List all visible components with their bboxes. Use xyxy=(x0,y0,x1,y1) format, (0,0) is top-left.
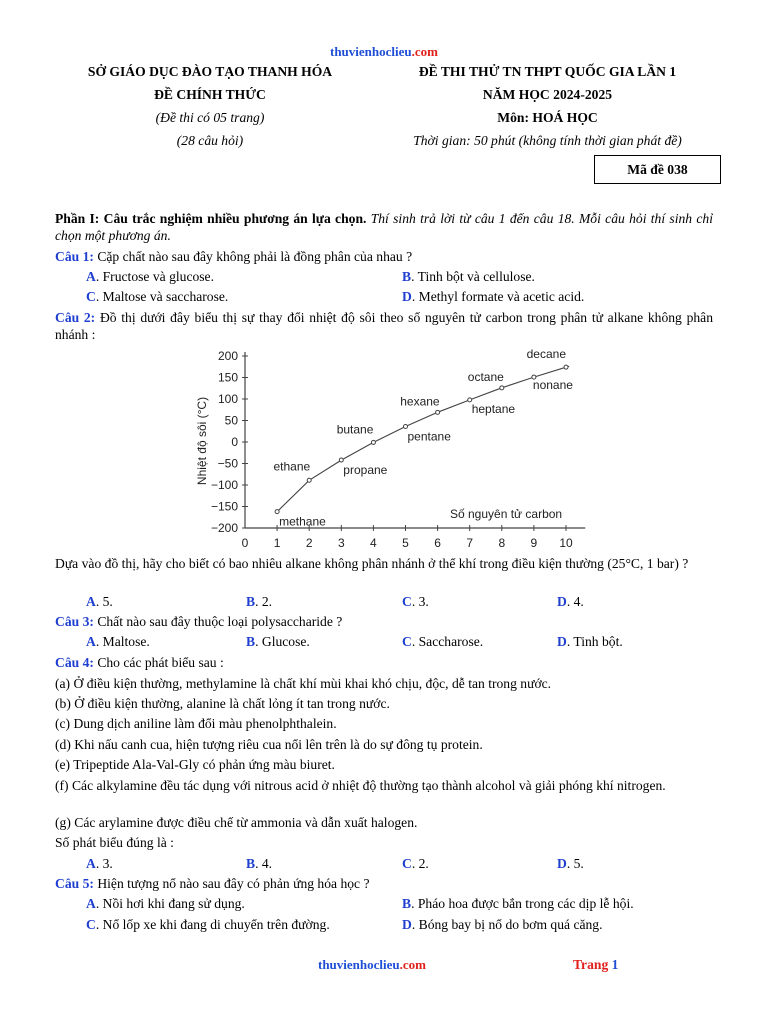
q1-option-c[interactable]: C. Maltose và saccharose. xyxy=(86,289,229,304)
statement-a: (a) Ở điều kiện thường, methylamine là chất khí mùi khai khó chịu, độc, dễ tan trong nước. xyxy=(55,676,552,691)
question-text: Hiện tượng nổ nào sau đây có phản ứng hóa học ? xyxy=(97,876,370,891)
x-axis-label: Số nguyên tử carbon xyxy=(450,507,563,521)
q3-option-d[interactable]: D. Tinh bột. xyxy=(557,634,623,649)
q4-option-c[interactable]: C. 2. xyxy=(402,856,429,871)
question-number: Câu 5: xyxy=(55,876,94,891)
page-count: (Đề thi có 05 trang) xyxy=(155,110,265,125)
q2-option-b[interactable]: B. 2. xyxy=(246,594,273,609)
data-point xyxy=(275,510,279,514)
x-tick-label: 10 xyxy=(559,536,573,550)
q1-option-a[interactable]: A. Fructose và glucose. xyxy=(86,269,214,284)
q4-option-d[interactable]: D. 5. xyxy=(557,856,584,871)
boiling-point-chart xyxy=(190,343,590,553)
question-text: Chất nào sau đây thuộc loại polysaccharide ? xyxy=(97,614,343,629)
x-tick-label: 8 xyxy=(498,536,506,550)
q5-option-d[interactable]: D. Bóng bay bị nổ do bơm quá căng. xyxy=(402,917,603,932)
data-point xyxy=(404,425,408,429)
data-point xyxy=(371,440,375,444)
q3-option-b[interactable]: B. Glucose. xyxy=(246,634,310,649)
data-point xyxy=(339,458,343,462)
q5-option-c[interactable]: C. Nổ lốp xe khi đang di chuyển trên đường. xyxy=(86,917,330,932)
question-number: Câu 3: xyxy=(55,614,94,629)
statement-c: (c) Dung dịch aniline làm đổi màu phenolphthalein. xyxy=(55,716,337,731)
point-label: hexane xyxy=(400,394,440,409)
part1-heading xyxy=(55,210,713,244)
q1-option-d[interactable]: D. Methyl formate và acetic acid. xyxy=(402,289,585,304)
question-text: Cho các phát biểu sau : xyxy=(97,655,224,670)
question-2 xyxy=(55,309,713,343)
data-point xyxy=(564,365,568,369)
page-label: Trang xyxy=(573,957,609,972)
x-tick-label: 9 xyxy=(530,536,538,550)
site-domain: .com xyxy=(399,957,426,972)
question-4 xyxy=(55,654,713,671)
y-tick-label: 50 xyxy=(224,413,238,428)
x-tick-label: 6 xyxy=(434,536,441,550)
q3-option-a[interactable]: A. Maltose. xyxy=(86,634,150,649)
part1-instructions: Thí sinh trả lời từ câu 1 đến câu 18. Mỗi câu hỏi thí sinh chỉ chọn một phương án. xyxy=(55,211,713,243)
official-label: ĐỀ CHÍNH THỨC xyxy=(154,87,266,102)
statement-e: (e) Tripeptide Ala-Val-Gly có phản ứng màu biuret. xyxy=(55,757,335,772)
point-label: heptane xyxy=(471,401,516,416)
site-name: thuvienhoclieu xyxy=(318,957,400,972)
y-tick-label: −200 xyxy=(210,521,238,535)
q5-option-a[interactable]: A. Nồi hơi khi đang sử dụng. xyxy=(86,896,245,911)
statement-f: (f) Các alkylamine đều tác dụng với nitrous acid ở nhiệt độ thường tạo thành alcohol và giải phóng khí nitrogen. xyxy=(55,778,666,793)
data-point xyxy=(307,478,311,482)
q3-option-c[interactable]: C. Saccharose. xyxy=(402,634,484,649)
y-tick-label: 0 xyxy=(231,435,238,449)
y-axis-label: Nhiệt độ sôi (°C) xyxy=(195,396,209,486)
question-1 xyxy=(55,248,713,265)
exam-duration: Thời gian: 50 phút (không tính thời gian phát đề) xyxy=(413,133,682,148)
question-5 xyxy=(55,875,713,892)
page-number: 1 xyxy=(611,957,619,972)
x-tick-label: 4 xyxy=(370,536,377,550)
x-tick-label: 3 xyxy=(337,536,345,550)
point-label: pentane xyxy=(407,429,451,444)
statement-g: (g) Các arylamine được điều chế từ ammonia và dẫn xuất halogen. xyxy=(55,815,418,830)
x-tick-label: 0 xyxy=(241,536,249,550)
q4-option-a[interactable]: A. 3. xyxy=(86,856,113,871)
dept-name: SỞ GIÁO DỤC ĐÀO TẠO THANH HÓA xyxy=(87,64,333,79)
question-number: Câu 2: xyxy=(55,310,96,325)
q2-option-a[interactable]: A. 5. xyxy=(86,594,113,609)
x-tick-label: 5 xyxy=(402,536,409,550)
question-number: Câu 1: xyxy=(55,249,94,264)
question-count: (28 câu hỏi) xyxy=(176,133,244,148)
question-number: Câu 4: xyxy=(55,655,94,670)
point-label: nonane xyxy=(532,378,573,393)
x-tick-label: 1 xyxy=(273,536,281,550)
x-tick-label: 2 xyxy=(305,536,313,550)
y-tick-label: 150 xyxy=(217,370,238,385)
data-point xyxy=(436,410,440,414)
subject: Môn: HOÁ HỌC xyxy=(497,110,598,125)
point-label: decane xyxy=(526,347,566,362)
site-domain: .com xyxy=(411,44,438,59)
question-4-ask: Số phát biểu đúng là : xyxy=(55,835,174,850)
school-year: NĂM HỌC 2024-2025 xyxy=(482,87,613,102)
point-label: ethane xyxy=(273,459,311,474)
page-indicator xyxy=(573,957,618,973)
exam-code-box: Mã đề 038 xyxy=(594,155,721,184)
y-tick-label: −150 xyxy=(210,499,238,514)
point-label: butane xyxy=(336,422,374,437)
point-label: propane xyxy=(343,463,388,478)
question-3 xyxy=(55,613,713,630)
question-text: Cặp chất nào sau đây không phải là đồng phân của nhau ? xyxy=(97,249,413,264)
site-header xyxy=(0,44,768,60)
statement-d: (d) Khi nấu canh cua, hiện tượng riêu cua nổi lên trên là do sự đông tụ protein. xyxy=(55,737,483,752)
data-point xyxy=(500,386,504,390)
question-2-followup: Dựa vào đồ thị, hãy cho biết có bao nhiêu alkane không phân nhánh ở thể khí trong điều kiện thường (25°C, 1 bar) ? xyxy=(55,556,689,571)
y-tick-label: 200 xyxy=(217,349,238,363)
y-tick-label: 100 xyxy=(217,392,238,406)
site-name: thuvienhoclieu xyxy=(330,44,412,59)
point-label: methane xyxy=(279,514,326,529)
q1-option-b[interactable]: B. Tinh bột và cellulose. xyxy=(402,269,535,284)
part1-title: Phần I: Câu trắc nghiệm nhiều phương án lựa chọn. xyxy=(55,211,367,226)
point-label: octane xyxy=(467,369,504,384)
statement-b: (b) Ở điều kiện thường, alanine là chất lỏng ít tan trong nước. xyxy=(55,696,390,711)
q4-option-b[interactable]: B. 4. xyxy=(246,856,273,871)
q2-option-c[interactable]: C. 3. xyxy=(402,594,429,609)
y-tick-label: −100 xyxy=(210,478,238,492)
q5-option-b[interactable]: B. Pháo hoa được bắn trong các dịp lễ hội. xyxy=(402,896,634,911)
site-footer xyxy=(318,957,426,973)
y-tick-label: −50 xyxy=(217,456,238,471)
question-text: Đồ thị dưới đây biểu thị sự thay đổi nhiệt độ sôi theo số nguyên tử carbon trong phân tử alkane không phân nhánh : xyxy=(55,310,713,342)
x-tick-label: 7 xyxy=(466,536,474,550)
exam-title: ĐỀ THI THỬ TN THPT QUỐC GIA LẦN 1 xyxy=(418,64,677,79)
q2-option-d[interactable]: D. 4. xyxy=(557,594,584,609)
